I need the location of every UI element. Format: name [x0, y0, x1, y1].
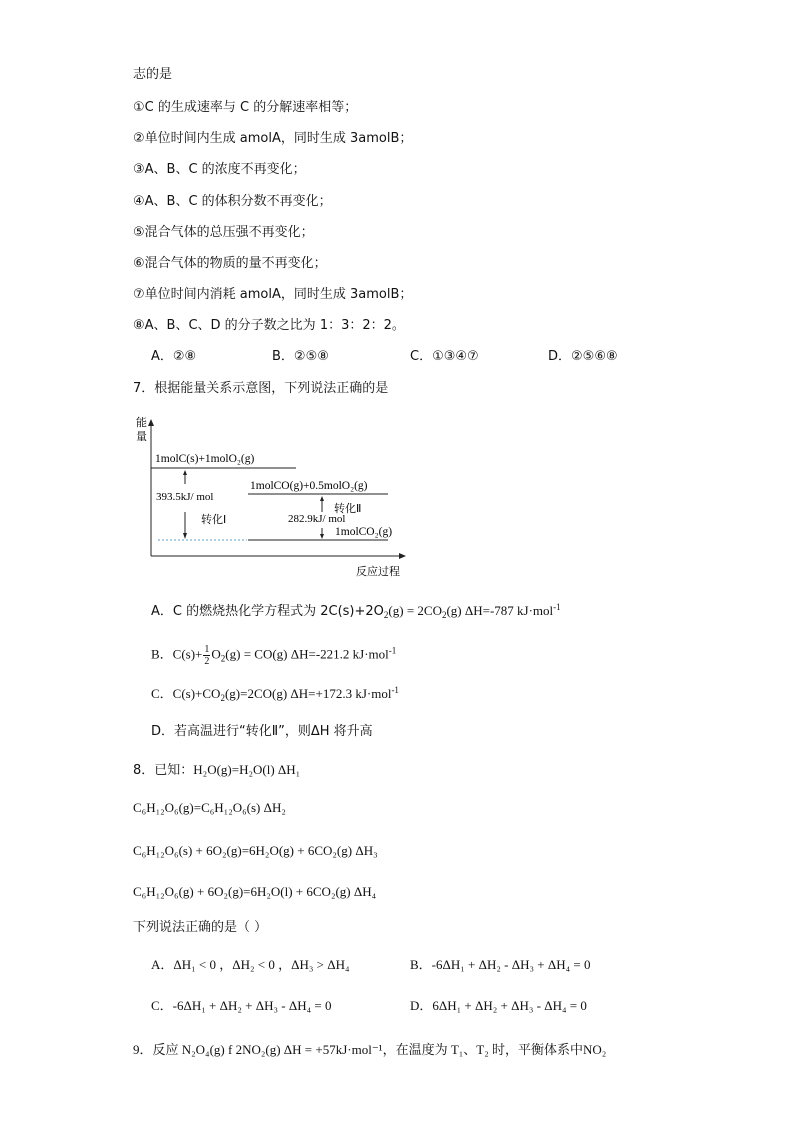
q7-option-d: D．若高温进行“转化Ⅱ”，则ΔH 将升高 — [151, 724, 373, 739]
y-axis-label-2: 量 — [136, 430, 147, 443]
level-top-label: 1molC(s)+1molO₂(g) — [155, 453, 255, 465]
transform-2-label: 转化Ⅱ — [334, 502, 362, 515]
x-axis-arrow — [399, 553, 406, 559]
fraction-one-half: $\frac{1}{2}$ — [204, 644, 210, 667]
q8-eq2: C₆H₁₂O₆(g)=C₆H₁₂O₆(s) ΔH₂ — [133, 800, 286, 815]
transform-1-label: 转化Ⅰ — [201, 513, 227, 526]
q8-option-c: C．-6ΔH₁ + ΔH₂ + ΔH₃ - ΔH₄ = 0 — [151, 998, 332, 1013]
delta-2-label: 282.9kJ/ mol — [288, 513, 346, 525]
q7-option-a: A．C 的燃烧热化学方程式为 $2C(s)+2O_2(g) = 2CO_2(g)$ ΔH=-787 kJ·mol$^{-1}$ — [151, 602, 561, 620]
q8-option-b: B．-6ΔH₁ + ΔH₂ - ΔH₃ + ΔH₄ = 0 — [410, 957, 591, 972]
q8-stem: 8．已知：H₂O(g)=H₂O(l) ΔH₁ — [133, 762, 301, 778]
q6-item-3: ③A、B、C 的浓度不再变化； — [133, 162, 306, 177]
level-bottom-label: 1molCO₂(g) — [335, 526, 393, 538]
q6-option-a: A．②⑧ — [151, 349, 197, 364]
q9-stem: 9．反应 N₂O₄(g) f 2NO₂(g) ΔH = +57kJ·mol⁻¹，在温度为 T₁、T₂ 时，平衡体系中NO₂ — [133, 1042, 607, 1057]
y-axis-label-1: 能 — [136, 416, 147, 429]
q6-stem-tail: 志的是 — [133, 67, 173, 82]
q8-option-a: A．ΔH₁ < 0 ，ΔH₂ < 0 ，ΔH₃ > ΔH₄ — [151, 957, 350, 972]
q7-stem: 7．根据能量关系示意图，下列说法正确的是 — [133, 381, 389, 396]
q6-item-6: ⑥混合气体的物质的量不再变化； — [133, 256, 327, 271]
q8-question: 下列说法正确的是（ ） — [133, 920, 268, 935]
x-axis-label: 反应过程 — [356, 565, 400, 578]
q6-item-7: ⑦单位时间内消耗 amolA，同时生成 3amolB； — [133, 287, 413, 302]
level-mid-label: 1molCO(g)+0.5molO₂(g) — [250, 480, 368, 492]
q7-option-c: C．$C(s)+CO_2(g)=2CO(g)$ ΔH=+172.3 kJ·mol$^{-1}$ — [151, 685, 399, 703]
q8-eq4: C₆H₁₂O₆(g) + 6O₂(g)=6H₂O(l) + 6CO₂(g) ΔH₄ — [133, 884, 377, 899]
y-axis-arrow — [148, 419, 154, 426]
q6-item-2: ②单位时间内生成 amolA，同时生成 3amolB； — [133, 131, 413, 146]
q6-option-c: C．①③④⑦ — [410, 349, 479, 364]
q6-option-d: D．②⑤⑥⑧ — [548, 349, 618, 364]
q6-item-5: ⑤混合气体的总压强不再变化； — [133, 225, 314, 240]
q6-option-b: B．②⑤⑧ — [272, 349, 329, 364]
delta-1-label: 393.5kJ/ mol — [156, 491, 214, 503]
q6-item-1: ①C 的生成速率与 C 的分解速率相等； — [133, 100, 358, 115]
q8-option-d: D．6ΔH₁ + ΔH₂ + ΔH₃ - ΔH₄ = 0 — [410, 998, 587, 1013]
q7-option-b: B．C(s)+ $\frac{1}{2}$ $O_2(g) = CO(g)$ ΔH=-221.2 kJ·mol$^{-1}$ — [151, 644, 397, 667]
q6-item-8: ⑧A、B、C、D 的分子数之比为 1：3：2：2。 — [133, 318, 405, 333]
q8-eq3: C₆H₁₂O₆(s) + 6O₂(g)=6H₂O(g) + 6CO₂(g) ΔH₃ — [133, 843, 378, 858]
q6-item-4: ④A、B、C 的体积分数不再变化； — [133, 194, 332, 209]
energy-diagram — [130, 410, 415, 580]
